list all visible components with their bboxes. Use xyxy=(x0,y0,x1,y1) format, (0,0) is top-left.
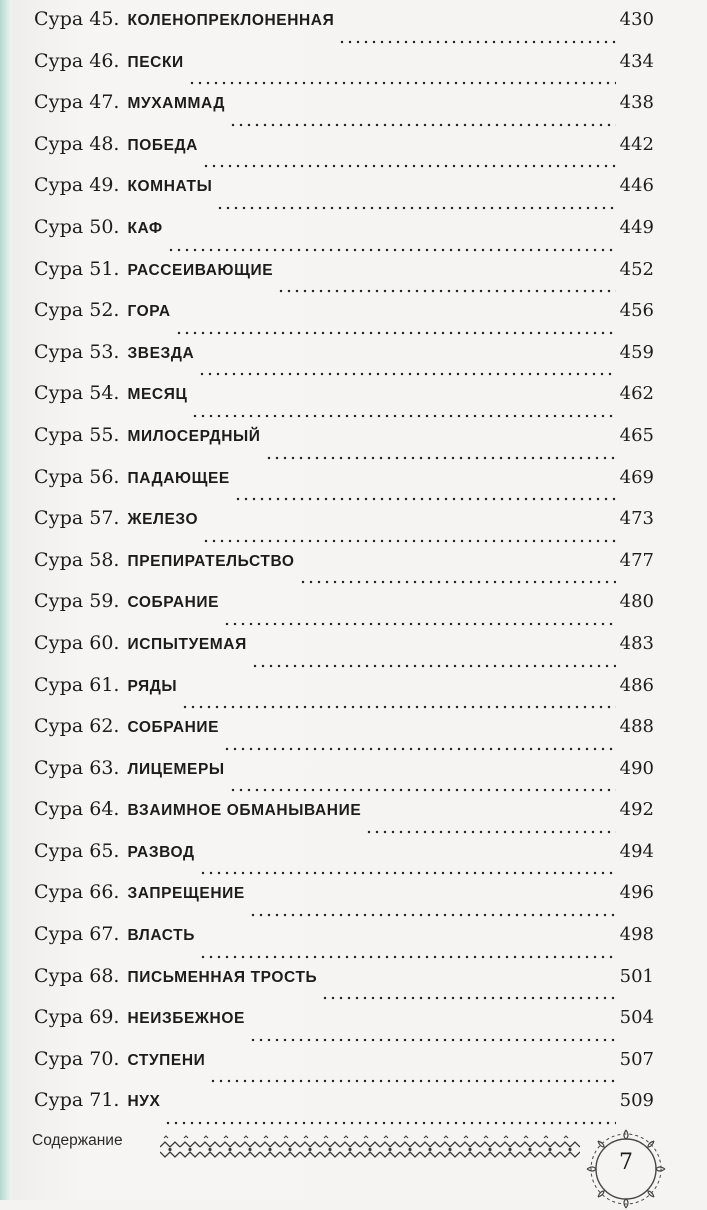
sura-title: ЗАПРЕЩЕНИЕ xyxy=(127,885,245,903)
sura-title: РАЗВОД xyxy=(127,843,195,861)
toc-entry xyxy=(34,965,654,1007)
toc-entry xyxy=(34,50,654,92)
page-ref: 430 xyxy=(619,9,654,30)
dot-leader xyxy=(216,206,615,210)
sura-number: Сура 46. xyxy=(34,49,120,72)
page-ref: 477 xyxy=(619,549,654,571)
sura-number: Сура 45. xyxy=(34,8,120,30)
decorative-border-ornament xyxy=(160,1134,580,1160)
page-ref: 490 xyxy=(619,757,654,779)
sura-number: Сура 59. xyxy=(34,590,120,613)
sura-title: ПЕСКИ xyxy=(127,53,184,71)
sura-title: НУХ xyxy=(127,1093,161,1111)
toc-entry xyxy=(34,798,654,840)
sura-title: ПАДАЮЩЕЕ xyxy=(127,469,230,487)
sura-title: МУХАММАД xyxy=(127,95,225,113)
dot-leader xyxy=(338,40,615,44)
page-ref: 504 xyxy=(619,1007,654,1029)
page-ref: 465 xyxy=(619,424,654,446)
sura-title: СОБРАНИЕ xyxy=(127,719,220,737)
toc-entry xyxy=(34,133,654,175)
dot-leader xyxy=(191,414,615,418)
sura-title: ИСПЫТУЕМАЯ xyxy=(127,635,247,653)
page-ref: 483 xyxy=(619,632,654,654)
sura-number: Сура 54. xyxy=(34,382,120,405)
page-ref: 473 xyxy=(619,508,654,530)
toc-entry xyxy=(34,382,654,424)
page-number: 7 xyxy=(619,1150,633,1175)
toc-entry xyxy=(34,507,654,549)
dot-leader xyxy=(202,164,616,168)
dot-leader xyxy=(277,289,615,293)
toc-entry xyxy=(34,1006,654,1048)
page-ref: 462 xyxy=(619,383,654,405)
sura-title: ЖЕЛЕЗО xyxy=(127,511,199,529)
dot-leader xyxy=(175,331,616,335)
sura-number: Сура 62. xyxy=(34,715,120,738)
sura-title: ПРЕПИРАТЕЛЬСТВО xyxy=(127,552,295,570)
sura-number: Сура 60. xyxy=(34,631,120,654)
page-ref: 459 xyxy=(619,341,654,363)
toc-entry xyxy=(34,715,654,757)
toc-entry xyxy=(34,840,654,882)
page-ref: 488 xyxy=(619,716,654,738)
sura-number: Сура 67. xyxy=(34,923,120,946)
page-ref: 469 xyxy=(619,466,654,488)
toc-entry xyxy=(34,341,654,383)
sura-title: КАФ xyxy=(127,219,163,237)
page-ref: 449 xyxy=(619,216,654,238)
sura-number: Сура 48. xyxy=(34,132,120,155)
dot-leader xyxy=(249,1038,616,1042)
toc-entry xyxy=(34,258,654,300)
page-ref: 486 xyxy=(619,674,654,696)
sura-number: Сура 68. xyxy=(34,964,120,987)
sura-number: Сура 69. xyxy=(34,1006,120,1029)
page-ref: 442 xyxy=(619,133,654,155)
page-ref: 496 xyxy=(619,882,654,904)
toc-entry xyxy=(34,549,654,591)
page-ref: 494 xyxy=(619,840,654,862)
sura-title: ГОРА xyxy=(127,303,171,321)
page-ref: 434 xyxy=(619,50,654,72)
sura-title: КОМНАТЫ xyxy=(127,178,213,196)
sura-title: КОЛЕНОПРЕКЛОНЕННАЯ xyxy=(127,12,335,29)
sura-title: ВЛАСТЬ xyxy=(127,927,195,945)
sura-title: ЗВЕЗДА xyxy=(127,344,195,362)
page-ref: 507 xyxy=(619,1048,654,1070)
sura-title: ЛИЦЕМЕРЫ xyxy=(127,760,225,778)
toc-entry xyxy=(34,299,654,341)
dot-leader xyxy=(167,248,616,252)
footer-section-label: Содержание xyxy=(32,1132,123,1149)
sura-number: Сура 58. xyxy=(34,548,120,571)
sura-title: СОБРАНИЕ xyxy=(127,594,220,612)
sura-title: РЯДЫ xyxy=(127,677,178,695)
dot-leader xyxy=(199,871,616,875)
dot-leader xyxy=(202,539,615,543)
page-ref: 509 xyxy=(619,1090,654,1112)
dot-leader xyxy=(249,913,616,917)
toc-entry xyxy=(34,674,654,716)
sura-number: Сура 52. xyxy=(34,299,120,322)
sura-number: Сура 49. xyxy=(34,174,120,197)
sura-title: МИЛОСЕРДНЫЙ xyxy=(127,427,261,445)
dot-leader xyxy=(251,664,616,668)
dot-leader xyxy=(164,1121,615,1125)
dot-leader xyxy=(365,830,615,834)
page-ref: 446 xyxy=(619,175,654,197)
dot-leader xyxy=(265,456,616,460)
sura-number: Сура 56. xyxy=(34,465,120,488)
sura-title: МЕСЯЦ xyxy=(127,386,188,404)
dot-leader xyxy=(199,955,616,959)
sura-number: Сура 53. xyxy=(34,340,120,363)
sura-title: ВЗАИМНОЕ ОБМАНЫВАНИЕ xyxy=(127,802,362,820)
dot-leader xyxy=(299,580,616,584)
sura-number: Сура 63. xyxy=(34,756,120,779)
dot-leader xyxy=(223,747,616,751)
sura-number: Сура 66. xyxy=(34,881,120,904)
page-ref: 438 xyxy=(619,92,654,114)
toc-entry xyxy=(34,174,654,216)
sura-title: ПОБЕДА xyxy=(127,136,198,154)
sura-number: Сура 61. xyxy=(34,673,120,696)
sura-number: Сура 70. xyxy=(34,1047,120,1070)
toc-entry xyxy=(34,424,654,466)
sura-number: Сура 57. xyxy=(34,507,120,530)
dot-leader xyxy=(234,497,616,501)
sura-number: Сура 71. xyxy=(34,1089,120,1112)
toc-entry xyxy=(34,632,654,674)
table-of-contents xyxy=(34,8,654,1131)
sura-number: Сура 50. xyxy=(34,215,120,238)
sura-title: ПИСЬМЕННАЯ ТРОСТЬ xyxy=(127,968,318,986)
sura-number: Сура 51. xyxy=(34,257,120,280)
dot-leader xyxy=(181,705,615,709)
sura-title: РАССЕИВАЮЩИЕ xyxy=(127,261,274,279)
toc-entry xyxy=(34,216,654,258)
page-ref: 452 xyxy=(619,258,654,280)
page-ref: 456 xyxy=(619,300,654,322)
dot-leader xyxy=(209,1079,615,1083)
sura-title: СТУПЕНИ xyxy=(127,1051,206,1069)
toc-entry xyxy=(34,1048,654,1090)
toc-entry xyxy=(34,8,654,50)
toc-entry xyxy=(34,757,654,799)
page-edge xyxy=(0,0,12,1200)
dot-leader xyxy=(198,372,615,376)
sura-number: Сура 47. xyxy=(34,91,120,114)
dot-leader xyxy=(229,123,616,127)
toc-entry xyxy=(34,881,654,923)
sura-number: Сура 65. xyxy=(34,839,120,862)
sura-number: Сура 55. xyxy=(34,423,120,446)
toc-entry xyxy=(34,590,654,632)
sura-number: Сура 64. xyxy=(34,798,120,821)
page-ref: 498 xyxy=(619,924,654,946)
page-ref: 501 xyxy=(619,965,654,987)
dot-leader xyxy=(321,996,615,1000)
page-ref: 480 xyxy=(619,591,654,613)
dot-leader xyxy=(188,81,616,85)
sura-title: НЕИЗБЕЖНОЕ xyxy=(127,1010,245,1028)
toc-entry xyxy=(34,466,654,508)
toc-entry xyxy=(34,91,654,133)
toc-entry xyxy=(34,923,654,965)
page-ref: 492 xyxy=(619,799,654,821)
dot-leader xyxy=(223,622,616,626)
dot-leader xyxy=(229,788,616,792)
toc-entry xyxy=(34,1089,654,1131)
